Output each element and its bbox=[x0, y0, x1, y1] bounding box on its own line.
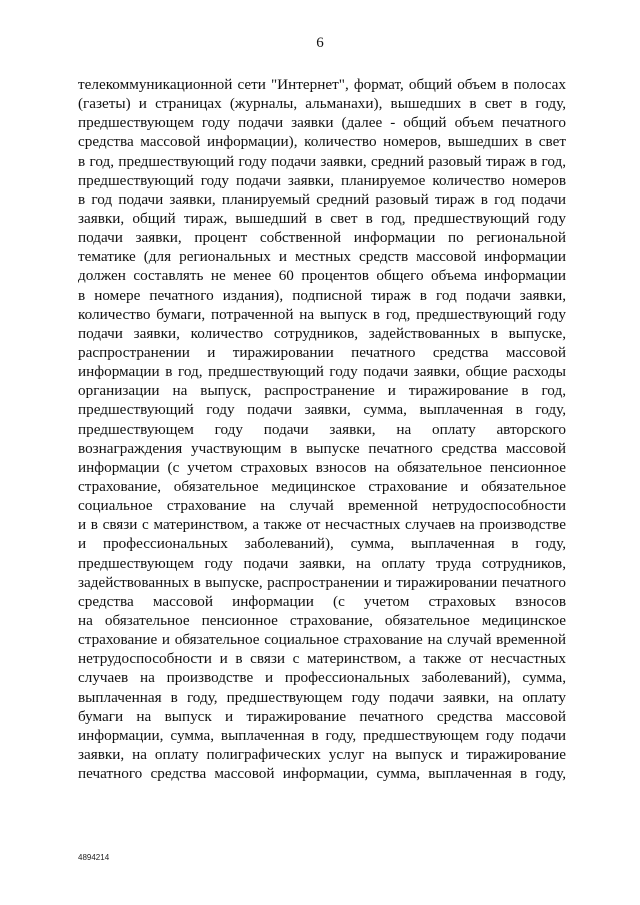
text-line: заявки, общий тираж, вышедший в свет в год, предшествующий году bbox=[78, 209, 566, 227]
document-code: 4894214 bbox=[78, 853, 110, 862]
text-line: информации в год, предшествующий году подачи заявки, общие расходы bbox=[78, 363, 566, 381]
text-line: заявки, на оплату полиграфических услуг на выпуск и тиражирование bbox=[78, 745, 566, 763]
page-number: 6 bbox=[316, 35, 324, 51]
text-line: предшествующем году подачи заявки, на оплату авторского bbox=[78, 420, 566, 438]
text-line: нетрудоспособности и в связи с материнством, а также от несчастных bbox=[78, 650, 566, 668]
text-line: вознаграждения участвующим в выпуске печатного средства массовой bbox=[78, 439, 566, 457]
text-line: подачи заявки, процент собственной информации по региональной bbox=[78, 229, 566, 247]
text-line: на обязательное пенсионное страхование, обязательное медицинское bbox=[78, 611, 566, 629]
text-line: предшествующем году подачи заявки (далее - общий объем печатного bbox=[78, 114, 566, 132]
text-line: организации на выпуск, распространение и тиражирование в год, bbox=[78, 382, 566, 400]
text-line: в год подачи заявки, планируемый средний разовый тираж в год подачи bbox=[78, 190, 566, 208]
text-line: предшествующий году подачи заявки, планируемое количество номеров bbox=[78, 171, 566, 189]
text-line: выплаченная в году, предшествующем году подачи заявки, на оплату bbox=[78, 688, 566, 706]
text-line: телекоммуникационной сети "Интернет", формат, общий объем в полосах bbox=[78, 76, 566, 93]
text-line: в номере печатного издания), подписной тираж в год подачи заявки, bbox=[78, 286, 566, 304]
text-line: информации (с учетом страховых взносов на обязательное пенсионное bbox=[78, 458, 566, 476]
text-line: количество бумаги, потраченной на выпуск в год, предшествующий году bbox=[78, 305, 566, 323]
text-line: средства массовой информации), количество номеров, вышедших в свет bbox=[78, 133, 566, 151]
text-line: должен составлять не менее 60 процентов общего объема информации bbox=[78, 267, 566, 285]
text-line: страхование и обязательное социальное страхование на случай временной bbox=[78, 631, 566, 649]
text-line: тематике (для региональных и местных средств массовой информации bbox=[78, 248, 566, 266]
text-line: социальное страхование на случай временной нетрудоспособности bbox=[78, 497, 566, 515]
text-line: печатного средства массовой информации, сумма, выплаченная в году, bbox=[78, 765, 566, 783]
text-line: предшествующий году подачи заявки, сумма, выплаченная в году, bbox=[78, 401, 566, 419]
text-line: (газеты) и страницах (журналы, альманахи), вышедших в свет в году, bbox=[78, 95, 566, 113]
text-line: случаев на производстве и профессиональных заболеваний), сумма, bbox=[78, 669, 566, 687]
text-line: в год, предшествующий году подачи заявки, средний разовый тираж в год, bbox=[78, 152, 566, 170]
body-paragraph bbox=[78, 75, 566, 783]
text-line: и профессиональных заболеваний), сумма, выплаченная в году, bbox=[78, 535, 566, 553]
text-line: предшествующем году подачи заявки, на оплату труда сотрудников, bbox=[78, 554, 566, 572]
text-line: и в связи с материнством, а также от несчастных случаев на производстве bbox=[78, 516, 566, 534]
text-line: страхование, обязательное медицинское страхование и обязательное bbox=[78, 477, 566, 495]
text-line: средства массовой информации (с учетом страховых взносов bbox=[78, 592, 566, 610]
text-line: информации, сумма, выплаченная в году, предшествующем году подачи bbox=[78, 726, 566, 744]
text-line: бумаги на выпуск и тиражирование печатного средства массовой bbox=[78, 707, 566, 725]
text-line: подачи заявки, количество сотрудников, задействованных в выпуске, bbox=[78, 324, 566, 342]
text-line: распространении и тиражировании печатного средства массовой bbox=[78, 343, 566, 361]
text-line: задействованных в выпуске, распространении и тиражировании печатного bbox=[78, 573, 566, 591]
